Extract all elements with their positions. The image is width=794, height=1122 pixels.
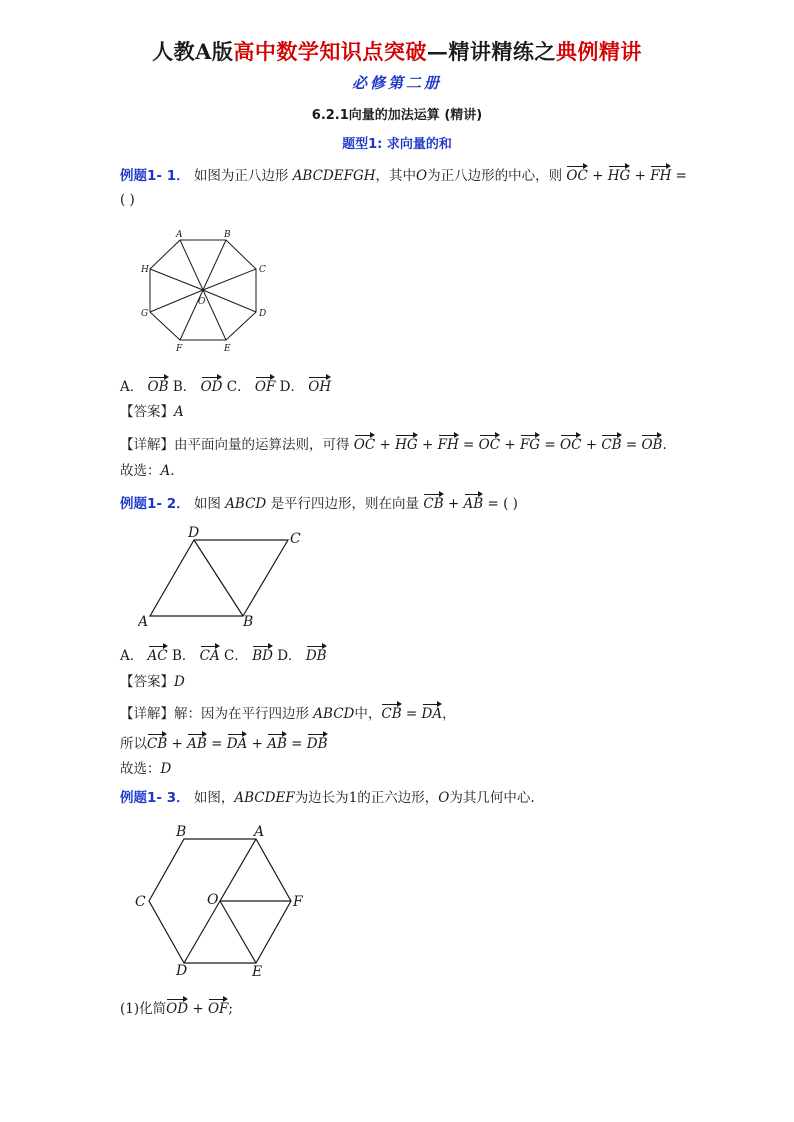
option-c[interactable]: C． OF	[227, 379, 276, 395]
label-b: B	[243, 614, 254, 630]
label-a: A	[138, 614, 149, 630]
vec-oh: OH	[308, 374, 331, 396]
ex2-choose	[120, 760, 171, 778]
label-c: C	[135, 894, 146, 910]
ex3-text-d: 为其几何中心.	[449, 790, 535, 806]
answer-label: 【答案】	[120, 674, 174, 690]
document-subtitle: 必修第二册	[351, 74, 442, 92]
title-part-black: 人教A版	[152, 39, 234, 64]
label-e: E	[252, 964, 263, 980]
vec-cb: CB	[423, 491, 443, 513]
vec-hg: HG	[608, 163, 631, 185]
ex3-q1: (1)化简OD + OF;	[120, 996, 233, 1018]
comma: ，	[442, 706, 456, 722]
document-title	[0, 36, 794, 66]
spoke-d	[203, 290, 256, 312]
option-d[interactable]: D． OH	[280, 379, 331, 395]
octagon-figure	[138, 228, 268, 356]
vec-fg: FG	[520, 432, 540, 454]
label-a: A	[176, 230, 183, 240]
label-d: D	[259, 309, 267, 319]
option-d[interactable]: D． DB	[277, 648, 326, 664]
section-heading: 6.2.1向量的加法运算 (精讲)	[311, 108, 483, 123]
period: .	[662, 437, 667, 453]
label-e: E	[224, 344, 231, 354]
vec-ca: CA	[200, 643, 220, 665]
ex3-question	[120, 789, 535, 807]
vec-oc: OC	[354, 432, 375, 454]
segment-od	[184, 901, 220, 963]
ex3-text-b: 为边长为	[294, 790, 349, 806]
choose-label: 故选：	[120, 463, 161, 479]
vec-cb: CB	[147, 731, 167, 753]
ex3-text-c: 的正六边形，	[357, 790, 439, 806]
label-a: A	[254, 824, 265, 840]
ex1-label: 例题1- 1．	[120, 168, 190, 184]
segment-oa	[220, 839, 256, 901]
hexagon-figure	[130, 820, 340, 980]
diagonal-db	[194, 540, 243, 616]
vec-db: DB	[306, 643, 327, 665]
label-b: B	[176, 824, 187, 840]
vec-ob: OB	[641, 432, 662, 454]
ex1-text-a: 如图为正八边形	[193, 168, 289, 184]
vec-ac: AC	[148, 643, 168, 665]
option-a[interactable]: A． AC	[120, 648, 168, 664]
vec-od: OD	[166, 996, 188, 1018]
ex3-poly: ABCDEF	[234, 790, 295, 806]
vec-od: OD	[201, 374, 223, 396]
vec-oc: OC	[479, 432, 500, 454]
label-f: F	[293, 894, 303, 910]
ex3-label: 例题1- 3．	[120, 790, 190, 806]
q1-prefix: (1)化简	[120, 1001, 167, 1017]
title-part-red: 高中数学知识点突破	[233, 39, 427, 64]
parallelogram-figure	[138, 520, 318, 632]
title-dash: —	[426, 39, 449, 64]
ex3-text-a: 如图，	[193, 790, 235, 806]
vec-fh: FH	[650, 163, 671, 185]
ex1-poly: ABCDEFGH	[292, 168, 376, 184]
vec-da: DA	[422, 701, 443, 723]
vec-db: DB	[307, 731, 328, 753]
ex1-o: O	[416, 168, 428, 184]
ex1-text-c: 为正八边形的中心，则	[427, 168, 563, 184]
ex3-o: O	[438, 790, 450, 806]
equals-sign: =	[675, 168, 687, 184]
vec-oc: OC	[560, 432, 581, 454]
segment-oe	[220, 901, 256, 963]
ex1-question	[120, 163, 687, 185]
choose-value: D	[160, 761, 172, 777]
plus-sign: +	[634, 168, 646, 184]
vec-cb: CB	[601, 432, 621, 454]
ex2-poly: ABCD	[225, 496, 267, 512]
label-d: D	[176, 963, 188, 979]
title-part-mid: 精讲精练之	[448, 39, 556, 64]
label-h: H	[141, 265, 149, 275]
vec-cb: CB	[381, 701, 401, 723]
ex1-options	[120, 374, 331, 396]
vec-bd: BD	[252, 643, 273, 665]
ex3-one: 1	[348, 790, 358, 806]
label-d: D	[188, 525, 200, 541]
label-f: F	[176, 344, 183, 354]
ex2-so: 所以CB + AB = DA + AB = DB	[120, 731, 328, 753]
answer-value: D	[174, 674, 185, 690]
label-o: O	[198, 297, 206, 307]
option-b[interactable]: B． CA	[172, 648, 220, 664]
vec-oc: OC	[566, 163, 587, 185]
ex2-text-b: 是平行四边形，则在向量	[270, 496, 420, 512]
vec-hg: HG	[395, 432, 418, 454]
vec-da: DA	[227, 731, 248, 753]
vec-of: OF	[208, 996, 228, 1018]
ex2-paren: ( )	[503, 496, 518, 512]
vec-ab: AB	[267, 731, 287, 753]
detail-text: 由平面向量的运算法则，可得	[174, 437, 350, 453]
choose-value: A.	[160, 463, 175, 479]
ex2-options	[120, 643, 327, 665]
ex1-text-b: ，其中	[375, 168, 417, 184]
spoke-g	[150, 290, 203, 312]
label-b: B	[224, 230, 231, 240]
vec-ab: AB	[187, 731, 207, 753]
ex1-paren: ( )	[120, 192, 135, 208]
label-c: C	[259, 265, 266, 275]
detail-label: 【详解】	[120, 706, 174, 722]
detail-mid: 中，	[354, 706, 382, 722]
ex2-detail-poly: ABCD	[313, 706, 355, 722]
ex1-answer	[120, 403, 184, 421]
ex1-detail: 【详解】由平面向量的运算法则，可得 OC + HG + FH = OC + FG = OC + CB = OB.	[120, 432, 667, 454]
vec-fh: FH	[438, 432, 459, 454]
spoke-e	[203, 290, 226, 340]
label-o: O	[207, 892, 219, 908]
option-b[interactable]: B． OD	[173, 379, 223, 395]
answer-label: 【答案】	[120, 404, 174, 420]
ex2-question: 例题1- 2． 如图 ABCD 是平行四边形，则在向量 CB + AB = ( )	[120, 491, 518, 513]
q1-suffix: ;	[228, 1001, 233, 1017]
vec-ab: AB	[464, 491, 484, 513]
so-text: 所以	[120, 736, 147, 752]
ex2-answer	[120, 673, 185, 691]
question-type-heading: 题型1: 求向量的和	[342, 137, 452, 152]
option-c[interactable]: C． BD	[224, 648, 273, 664]
label-c: C	[290, 531, 301, 547]
plus-sign: +	[592, 168, 604, 184]
ex2-label: 例题1- 2．	[120, 496, 190, 512]
ex2-text-a: 如图	[193, 496, 221, 512]
answer-value: A	[174, 404, 184, 420]
label-g: G	[141, 309, 149, 319]
vec-ob: OB	[148, 374, 169, 396]
option-a[interactable]: A． OB	[120, 379, 169, 395]
detail-label: 【详解】	[120, 437, 174, 453]
detail-text: 解：因为在平行四边形	[174, 706, 309, 722]
ex2-detail: 【详解】解：因为在平行四边形 ABCD中，CB = DA，	[120, 701, 456, 723]
ex1-choose	[120, 462, 175, 480]
vec-of: OF	[255, 374, 275, 396]
title-part-red-2: 典例精讲	[555, 39, 642, 64]
choose-label: 故选：	[120, 761, 161, 777]
